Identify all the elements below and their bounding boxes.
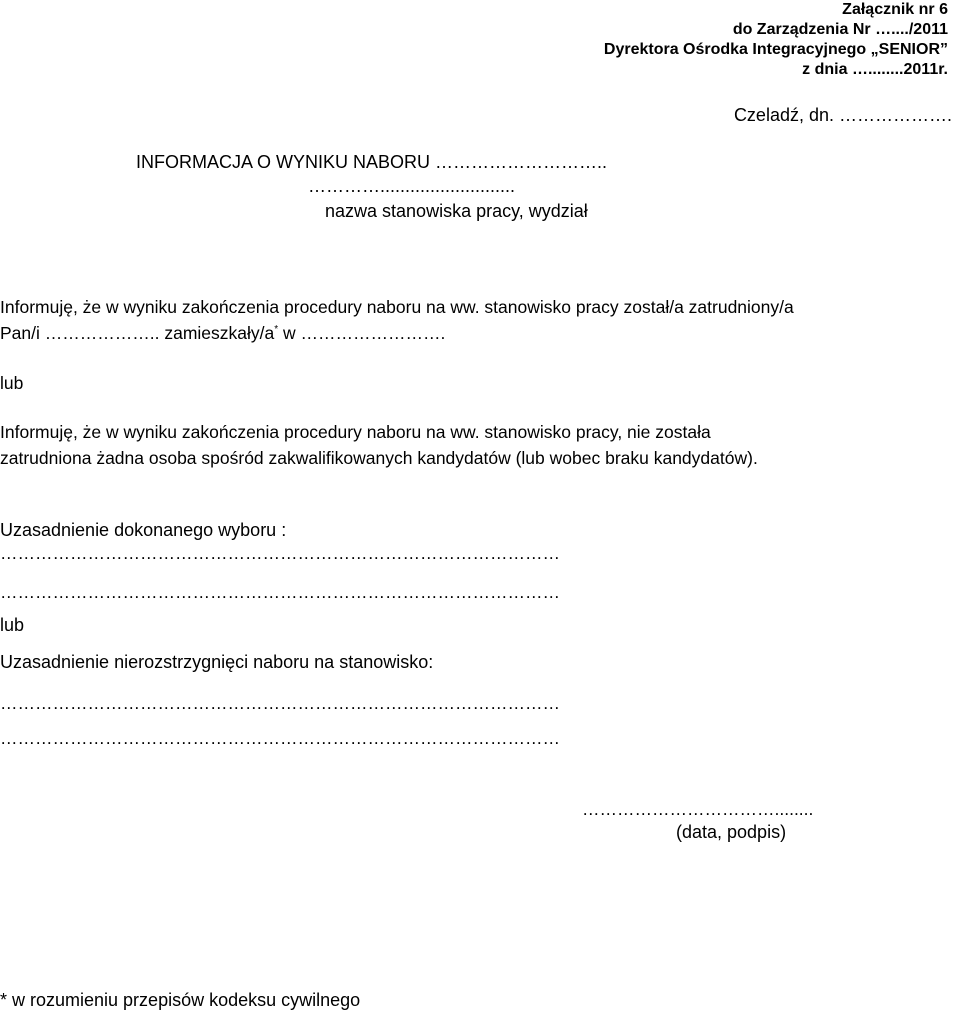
regulation-number: do Zarządzenia Nr …..../2011 <box>732 21 948 38</box>
para1-line2-a: Pan/i ……………….. zamieszkały/a <box>0 323 275 343</box>
or-separator-1: lub <box>0 373 24 393</box>
or-separator-2: lub <box>0 615 25 635</box>
unresolved-label: Uzasadnienie nierozstrzygnięci naboru na stanowisko: <box>0 652 434 672</box>
para1-line2-b: w ……………………. <box>278 323 446 343</box>
place-date: Czeladź, dn. ………………. <box>733 105 952 125</box>
issuer: Dyrektora Ośrodka Integracyjnego „SENIOR” <box>603 41 948 58</box>
document-title: INFORMACJA O WYNIKU NABORU ……………………….. <box>136 152 608 172</box>
signature-caption: (data, podpis) <box>676 822 787 842</box>
footnote: * w rozumieniu przepisów kodeksu cywilnego <box>0 990 361 1010</box>
unresolved-dots-2: …………………………………………………………………………………… <box>0 728 560 748</box>
footnote-marker: * <box>274 324 279 336</box>
position-caption: nazwa stanowiska pracy, wydział <box>325 201 588 221</box>
justification-dots-1: …………………………………………………………………………………… <box>0 543 560 563</box>
para2-line1: Informuję, że w wyniku zakończenia procedury naboru na ww. stanowisko pracy, nie została <box>0 422 711 442</box>
para2-line2: zatrudniona żadna osoba spośród zakwalifikowanych kandydatów (lub wobec braku kandydatów). <box>0 448 758 468</box>
justification-label: Uzasadnienie dokonanego wyboru : <box>0 520 287 540</box>
signature-dots: ……………………………........ <box>582 799 814 819</box>
annex-number: Załącznik nr 6 <box>842 1 948 18</box>
unresolved-dots-1: …………………………………………………………………………………… <box>0 693 560 713</box>
para1-line2 <box>0 322 445 344</box>
justification-dots-2: …………………………………………………………………………………… <box>0 582 560 602</box>
regulation-date: z dnia …........2011r. <box>802 61 948 78</box>
title-continuation: …………........................... <box>308 176 516 196</box>
para1-line1: Informuję, że w wyniku zakończenia procedury naboru na ww. stanowisko pracy został/a zatrudniony/a <box>0 297 794 317</box>
